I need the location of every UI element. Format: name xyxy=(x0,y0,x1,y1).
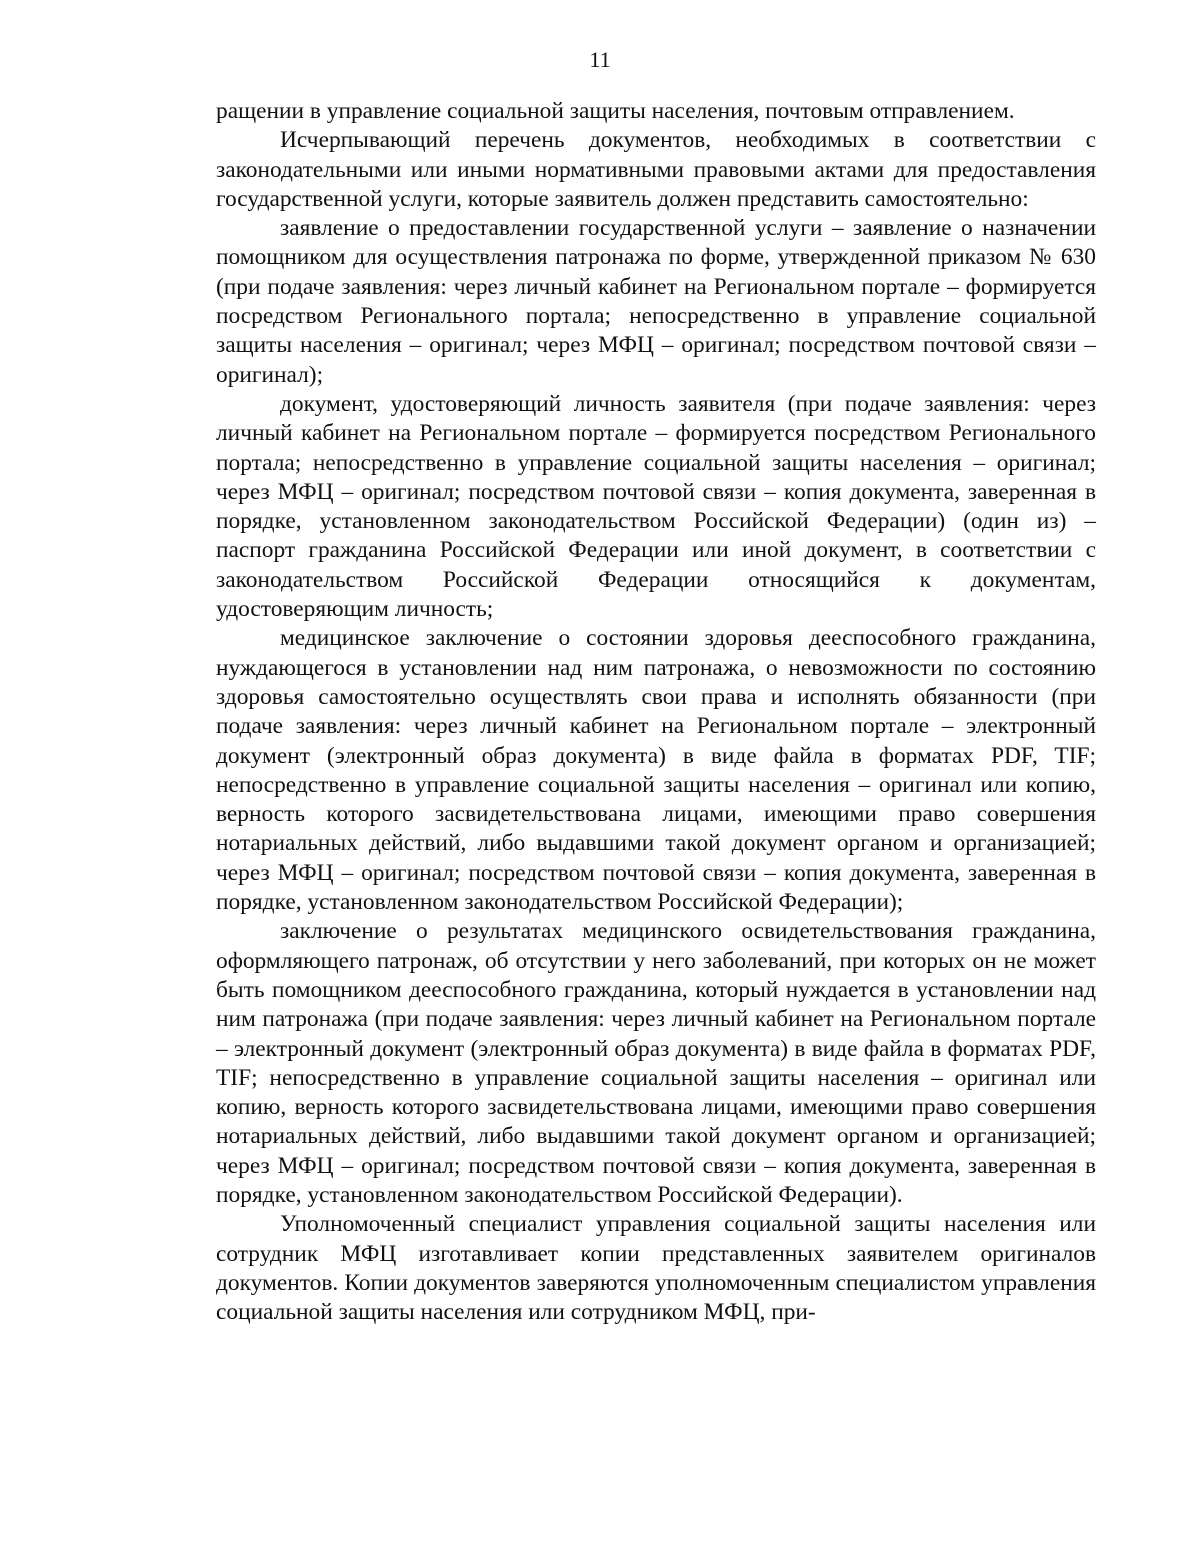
paragraph-copies: Уполномоченный специалист управления социальной защиты населения или сотрудник МФЦ изготавливает копии представленных заявителем оригиналов документов. Копии документов заверяются уполномоченным специалистом управления социальной защиты населения или сотрудником МФЦ, при- xyxy=(216,1211,1096,1326)
paragraph-medical-conclusion: медицинское заключение о состоянии здоровья дееспособного гражданина, нуждающегося в установлении над ним патронажа, о невозможности по состоянию здоровья самостоятельно осуществлять свои права и исполнять обязанности (при подаче заявления: через личный кабинет на Региональном портале – электронный документ (электронный образ документа) в виде файла в форматах PDF, TIF; непосредственно в управление социальной защиты населения – оригинал или копию, верность которого засвидетельствована лицами, имеющими право совершения нотариальных действий, либо выдавшими такой документ органом и организацией; через МФЦ – оригинал; посредством почтовой связи – копия документа, заверенная в порядке, установленном законодательством Российской Федерации); xyxy=(216,625,1096,916)
page-number: 11 xyxy=(589,47,611,72)
paragraph-documents-list-intro: Исчерпывающий перечень документов, необходимых в соответствии с законодательными или иными нормативными правовыми актами для предоставления государственной услуги, которые заявитель должен представить самостоятельно: xyxy=(216,127,1096,212)
paragraph-medical-examination: заключение о результатах медицинского освидетельствования гражданина, оформляющего патронаж, об отсутствии у него заболеваний, при которых он не может быть помощником дееспособного гражданина, который нуждается в установлении над ним патронажа (при подаче заявления: через личный кабинет на Региональном портале – электронный документ (электронный образ документа) в виде файла в форматах PDF, TIF; непосредственно в управление социальной защиты населения – оригинал или копию, верность которого засвидетельствована лицами, имеющими право совершения нотариальных действий, либо выдавшими такой документ органом и организацией; через МФЦ – оригинал; посредством почтовой связи – копия документа, заверенная в порядке, установленном законодательством Российской Федерации). xyxy=(216,918,1096,1208)
document-body xyxy=(216,97,1096,1327)
paragraph-identity-document: документ, удостоверяющий личность заявителя (при подаче заявления: через личный кабинет на Региональном портале – формируется посредством Регионального портала; непосредственно в управление социальной защиты населения – оригинал; через МФЦ – оригинал; посредством почтовой связи – копия документа, заверенная в порядке, установленном законодательством Российской Федерации) (один из) – паспорт гражданина Российской Федерации или иной документ, в соответствии с законодательством Российской Федерации относящийся к документам, удостоверяющим личность; xyxy=(216,390,1096,623)
paragraph-continuation: ращении в управление социальной защиты населения, почтовым отправлением. xyxy=(216,98,1015,124)
paragraph-application: заявление о предоставлении государственной услуги – заявление о назначении помощником для осуществления патронажа по форме, утвержденной приказом № 630 (при подаче заявления: через личный кабинет на Региональном портале – формируется посредством Регионального портала; непосредственно в управление социальной защиты населения – оригинал; через МФЦ – оригинал; посредством почтовой связи – оригинал); xyxy=(216,215,1096,388)
